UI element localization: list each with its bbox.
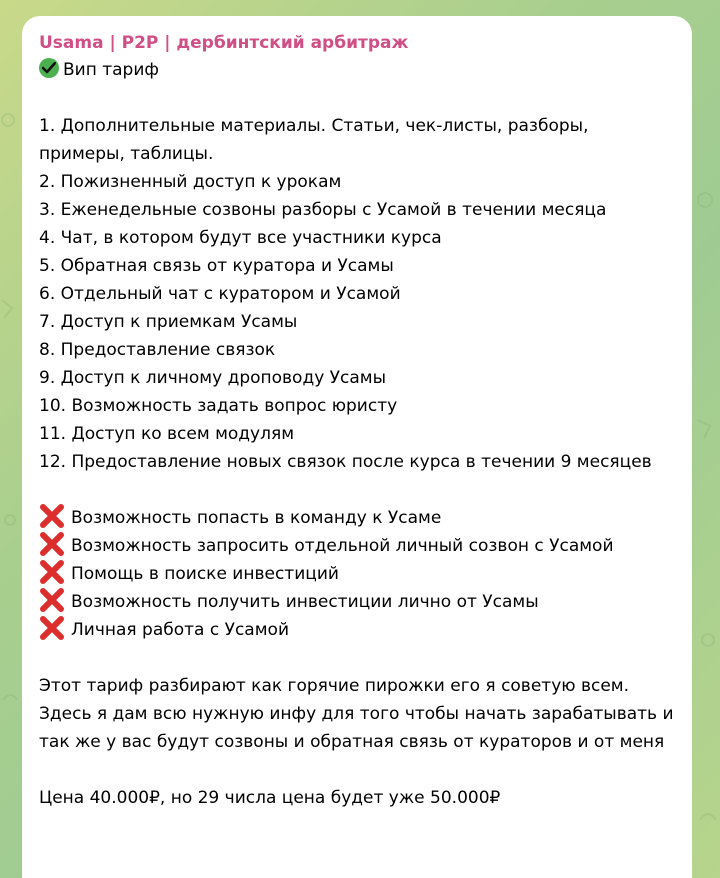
spacer xyxy=(39,756,676,784)
cross-icon xyxy=(39,616,65,640)
excluded-item xyxy=(39,504,676,532)
check-icon xyxy=(39,58,59,78)
excluded-item-text: Возможность получить инвестиции лично от Усамы xyxy=(71,592,539,612)
excluded-list xyxy=(39,504,676,644)
feature-item: 1. Дополнительные материалы. Статьи, чек-листы, разборы, примеры, таблицы. xyxy=(39,116,589,164)
sender-name[interactable]: Usama | P2P | дербинтский арбитраж xyxy=(39,33,409,53)
feature-list xyxy=(39,112,676,476)
excluded-item-text: Возможность попасть в команду к Усаме xyxy=(71,508,442,528)
tariff-title-text: Вип тариф xyxy=(63,60,159,80)
spacer xyxy=(39,84,676,112)
feature-item: 7. Доступ к приемкам Усамы xyxy=(39,312,298,332)
feature-item: 11. Доступ ко всем модулям xyxy=(39,424,295,444)
excluded-item xyxy=(39,532,676,560)
excluded-item-text: Помощь в поиске инвестиций xyxy=(71,564,339,584)
spacer xyxy=(39,476,676,504)
feature-item: 5. Обратная связь от куратора и Усамы xyxy=(39,256,394,276)
feature-item: 8. Предоставление связок xyxy=(39,340,276,360)
feature-item: 6. Отдельный чат с куратором и Усамой xyxy=(39,284,401,304)
feature-item: 3. Еженедельные созвоны разборы с Усамой в течении месяца xyxy=(39,200,607,220)
excluded-item-text: Возможность запросить отдельной личный созвон с Усамой xyxy=(71,536,614,556)
excluded-item xyxy=(39,616,676,644)
excluded-item-text: Личная работа с Усамой xyxy=(71,620,290,640)
tariff-description: Этот тариф разбирают как горячие пирожки его я советую всем. Здесь я дам всю нужную инфу для того чтобы начать зарабатывать и так же у вас будут созвоны и обратная связь от кураторов и от меня xyxy=(39,676,674,752)
spacer xyxy=(39,644,676,672)
feature-item: 2. Пожизненный доступ к урокам xyxy=(39,172,342,192)
feature-item: 4. Чат, в котором будут все участники курса xyxy=(39,228,442,248)
feature-item: 12. Предоставление новых связок после курса в течении 9 месяцев xyxy=(39,452,652,472)
cross-icon xyxy=(39,560,65,584)
excluded-item xyxy=(39,588,676,616)
feature-item: 10. Возможность задать вопрос юристу xyxy=(39,396,398,416)
cross-icon xyxy=(39,532,65,556)
cross-icon xyxy=(39,504,65,528)
tariff-title xyxy=(39,56,676,84)
message-bubble[interactable] xyxy=(22,16,692,878)
cross-icon xyxy=(39,588,65,612)
excluded-item xyxy=(39,560,676,588)
price-text: Цена 40.000₽, но 29 числа цена будет уже 50.000₽ xyxy=(39,788,501,808)
feature-item: 9. Доступ к личному дроповоду Усамы xyxy=(39,368,387,388)
